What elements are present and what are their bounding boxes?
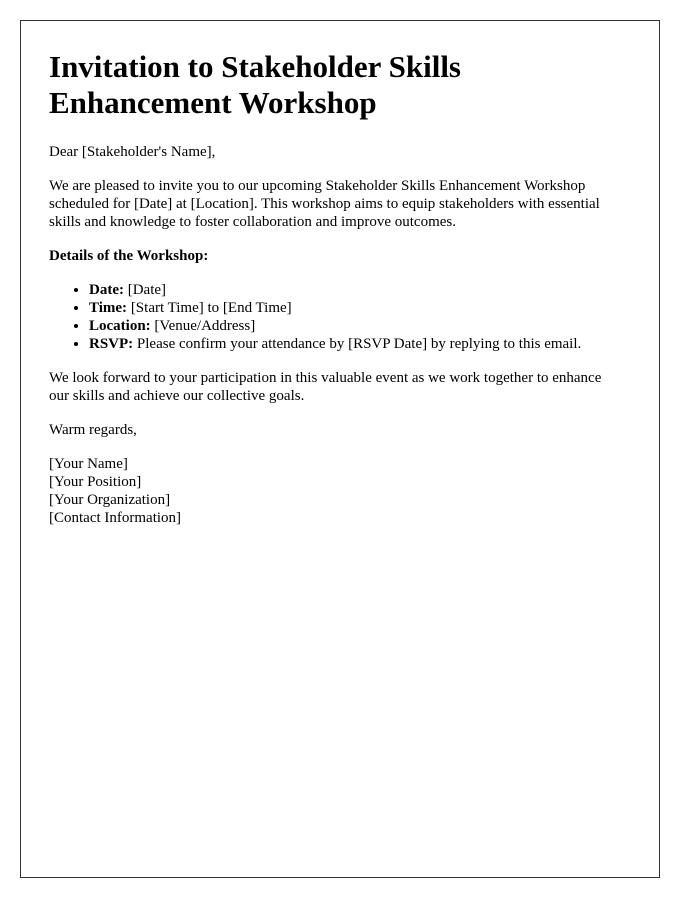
- signature-contact: [Contact Information]: [49, 510, 182, 526]
- sign-off: Warm regards,: [49, 422, 137, 438]
- detail-date: [89, 281, 631, 299]
- details-heading: Details of the Workshop:: [49, 248, 209, 264]
- invitation-letter: [20, 20, 660, 878]
- greeting: Dear [Stakeholder's Name],: [49, 144, 216, 160]
- detail-label: Location:: [89, 318, 151, 334]
- detail-label: Time:: [89, 300, 128, 316]
- signature-block: [49, 455, 631, 527]
- detail-label: RSVP:: [89, 336, 134, 352]
- signature-organization: [Your Organization]: [49, 492, 171, 508]
- detail-value: [Start Time] to [End Time]: [127, 300, 292, 316]
- letter-title: Invitation to Stakeholder Skills Enhancement Workshop: [49, 49, 461, 120]
- detail-rsvp: [89, 335, 631, 353]
- detail-location: [89, 317, 631, 335]
- detail-value: [Venue/Address]: [150, 318, 256, 334]
- detail-value: Please confirm your attendance by [RSVP Date] by replying to this email.: [133, 336, 582, 352]
- intro-paragraph: We are pleased to invite you to our upcoming Stakeholder Skills Enhancement Workshop scheduled for [Date] at [Location]. This workshop aims to equip stakeholders with essential skills and knowledge to foster collaboration and improve outcomes.: [49, 178, 600, 230]
- detail-value: [Date]: [123, 282, 167, 298]
- signature-position: [Your Position]: [49, 474, 142, 490]
- workshop-details-list: [49, 281, 631, 353]
- signature-name: [Your Name]: [49, 456, 128, 472]
- closing-paragraph: We look forward to your participation in this valuable event as we work together to enhance our skills and achieve our collective goals.: [49, 370, 602, 404]
- detail-label: Date:: [89, 282, 124, 298]
- detail-time: [89, 299, 631, 317]
